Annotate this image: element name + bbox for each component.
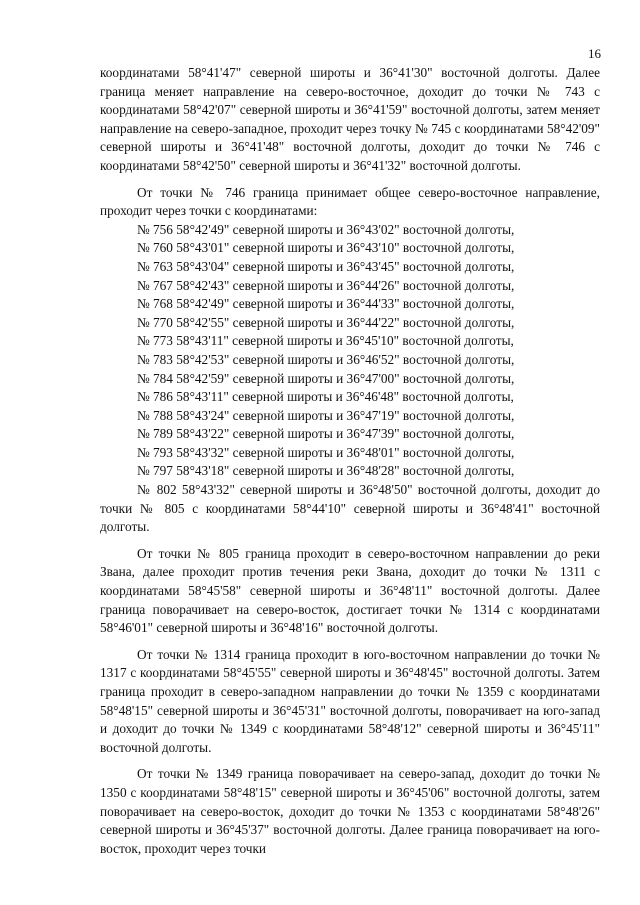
list-item: № 784 58°42'59" северной широты и 36°47'00" восточной долготы, [137,370,515,386]
list-item: № 789 58°43'22" северной широты и 36°47'39" восточной долготы, [137,426,515,442]
paragraph-point-805: От точки № 805 граница проходит в северо-восточном направлении до реки Звана, далее проходит против течения реки Звана, доходит до точки № 1311 с координатами 58°45'58" северной широты и 36°48'11" восточной долготы. Далее граница поворачивает на северо-восток, достигает точки № 1314 с координатами 58°46'01" северной широты и 36°48'16" восточной долготы. [100,545,600,636]
list-item: № 760 58°43'01" северной широты и 36°43'10" восточной долготы, [137,240,515,256]
list-item: № 797 58°43'18" северной широты и 36°48'28" восточной долготы, [137,463,515,479]
list-item: № 793 58°43'32" северной широты и 36°48'01" восточной долготы, [137,444,515,460]
paragraph-point-1314: От точки № 1314 граница проходит в юго-восточном направлении до точки № 1317 с координатами 58°45'55" северной широты и 36°48'45" восточной долготы. Затем граница проходит в северо-западном направлении до точки № 1359 с координатами 58°48'15" северной широты и 36°45'31" восточной долготы, поворачивает на юго-запад и доходит до точки № 1349 с координатами 58°48'12" северной широты и 36°45'11" восточной долготы. [100,646,600,755]
list-item: № 788 58°43'24" северной широты и 36°47'19" восточной долготы, [137,407,515,423]
list-item: № 773 58°43'11" северной широты и 36°45'10" восточной долготы, [137,333,514,349]
document-body [100,64,600,858]
paragraph-point-802: № 802 58°43'32" северной широты и 36°48'50" восточной долготы, доходит до точки № 805 с координатами 58°44'10" северной широты и 36°48'41" восточной долготы. [100,482,600,535]
page-number: 16 [588,46,601,61]
paragraph-continuation: координатами 58°41'47" северной широты и 36°41'30" восточной долготы. Далее граница меняет направление на северо-восточное, доходит до точки № 743 с координатами 58°42'07" северной широты и 36°41'59" восточной долготы, затем меняет направление на северо-западное, проходит через точку № 745 с координатами 58°42'09" северной широты и 36°41'48" восточной долготы, доходит до точки № 746 с координатами 58°42'50" северной широты и 36°41'32" восточной долготы. [100,65,600,173]
list-item: № 767 58°42'43" северной широты и 36°44'26" восточной долготы, [137,277,515,293]
list-item: № 763 58°43'04" северной широты и 36°43'45" восточной долготы, [137,258,515,274]
list-item: № 768 58°42'49" северной широты и 36°44'33" восточной долготы, [137,296,515,312]
list-item: № 756 58°42'49" северной широты и 36°43'02" восточной долготы, [137,221,515,237]
list-item: № 770 58°42'55" северной широты и 36°44'22" восточной долготы, [137,314,515,330]
paragraph-point-1349: От точки № 1349 граница поворачивает на северо-запад, доходит до точки № 1350 с координатами 58°48'15" северной широты и 36°45'06" восточной долготы, затем поворачивает на северо-восток, доходит до точки № 1353 с координатами 58°48'26" северной широты и 36°45'37" восточной долготы. Далее граница поворачивает на юго-восток, проходит через точки [100,766,600,856]
paragraph-point-746: От точки № 746 граница принимает общее северо-восточное направление, проходит через точки с координатами: [100,184,600,219]
list-item: № 786 58°43'11" северной широты и 36°46'48" восточной долготы, [137,389,514,405]
coordinate-points-list [100,221,600,481]
list-item: № 783 58°42'53" северной широты и 36°46'52" восточной долготы, [137,351,515,367]
